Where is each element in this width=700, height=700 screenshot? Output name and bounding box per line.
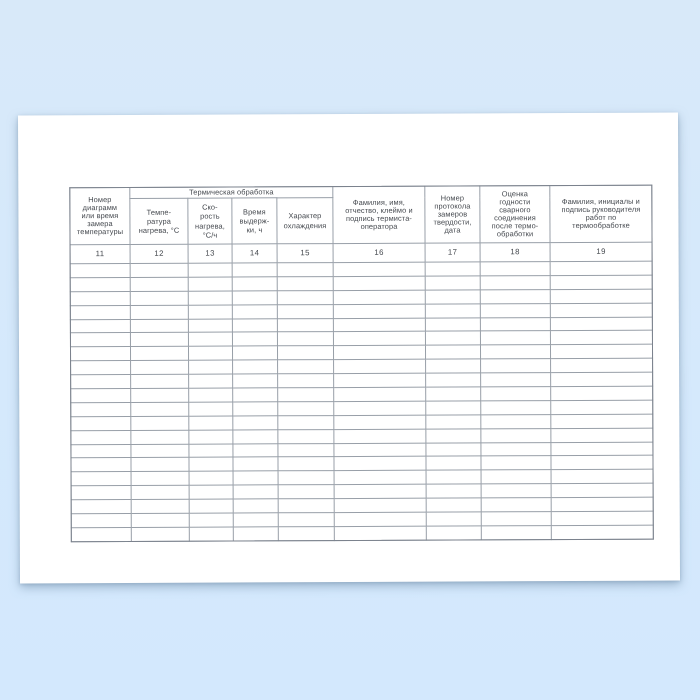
- empty-cell: [130, 319, 188, 333]
- empty-cell: [131, 527, 189, 541]
- empty-cell: [233, 374, 278, 388]
- empty-cell: [71, 513, 131, 527]
- column-number-14: 14: [232, 244, 277, 263]
- column-number-12: 12: [130, 244, 188, 263]
- empty-cell: [71, 430, 131, 444]
- empty-cell: [426, 443, 481, 457]
- empty-cell: [551, 386, 653, 400]
- empty-cell: [131, 402, 189, 416]
- empty-cell: [232, 277, 277, 291]
- empty-cell: [334, 443, 426, 457]
- empty-cell: [188, 277, 232, 291]
- empty-cell: [130, 333, 188, 347]
- empty-cell: [333, 290, 425, 304]
- empty-cell: [70, 319, 130, 333]
- empty-cell: [189, 485, 233, 499]
- empty-cell: [189, 374, 233, 388]
- empty-cell: [232, 291, 277, 305]
- col-header-15: Характер охлаждения: [277, 198, 333, 244]
- empty-cell: [426, 498, 481, 512]
- col-header-16: Фамилия, имя, отчество, клеймо и подпись термиста- оператора: [333, 186, 425, 243]
- empty-cell: [334, 373, 426, 387]
- empty-cell: [71, 500, 131, 514]
- empty-cell: [188, 305, 232, 319]
- empty-cell: [188, 263, 232, 277]
- empty-cell: [233, 416, 278, 430]
- empty-cell: [426, 401, 481, 415]
- empty-cell: [189, 402, 233, 416]
- empty-cell: [233, 457, 278, 471]
- empty-cell: [551, 345, 653, 359]
- empty-cell: [233, 402, 278, 416]
- column-number-15: 15: [277, 244, 333, 263]
- empty-cell: [425, 262, 480, 276]
- empty-cell: [189, 457, 233, 471]
- empty-cell: [70, 277, 130, 291]
- empty-cell: [233, 527, 278, 541]
- empty-cell: [71, 388, 131, 402]
- empty-cell: [425, 276, 480, 290]
- empty-cell: [551, 470, 653, 484]
- column-number-13: 13: [188, 244, 232, 263]
- empty-cell: [481, 428, 551, 442]
- empty-cell: [131, 444, 189, 458]
- empty-cell: [334, 498, 426, 512]
- empty-cell: [334, 387, 426, 401]
- empty-cell: [333, 262, 425, 276]
- empty-cell: [277, 346, 333, 360]
- empty-cell: [334, 471, 426, 485]
- empty-cell: [233, 471, 278, 485]
- empty-cell: [426, 387, 481, 401]
- empty-cell: [426, 415, 481, 429]
- empty-cell: [233, 499, 278, 513]
- empty-cell: [130, 263, 188, 277]
- empty-cell: [278, 388, 334, 402]
- empty-cell: [189, 471, 233, 485]
- column-number-17: 17: [425, 243, 480, 262]
- empty-cell: [233, 513, 278, 527]
- empty-cell: [425, 304, 480, 318]
- empty-cell: [130, 347, 188, 361]
- empty-cell: [278, 457, 334, 471]
- empty-cell: [232, 318, 277, 332]
- empty-cell: [232, 346, 277, 360]
- empty-cell: [551, 442, 653, 456]
- empty-cell: [550, 303, 652, 317]
- empty-cell: [70, 263, 130, 277]
- empty-cell: [277, 263, 333, 277]
- empty-cell: [189, 360, 233, 374]
- empty-row: [71, 525, 653, 541]
- empty-cell: [189, 416, 233, 430]
- empty-cell: [426, 470, 481, 484]
- empty-cell: [334, 359, 426, 373]
- empty-cell: [425, 331, 480, 345]
- empty-cell: [70, 305, 130, 319]
- col-header-19: Фамилия, инициалы и подпись руководителя работ по термообработке: [550, 185, 652, 242]
- empty-cell: [333, 318, 425, 332]
- group-header-thermal: Термическая обработка: [130, 187, 333, 199]
- empty-cell: [481, 526, 551, 540]
- empty-cell: [232, 263, 277, 277]
- empty-cell: [188, 319, 232, 333]
- empty-cell: [233, 388, 278, 402]
- empty-rows: [70, 261, 653, 541]
- empty-cell: [232, 304, 277, 318]
- empty-cell: [131, 360, 189, 374]
- table-header: [70, 185, 652, 264]
- empty-cell: [71, 361, 131, 375]
- empty-cell: [550, 317, 652, 331]
- empty-cell: [426, 484, 481, 498]
- empty-cell: [277, 318, 333, 332]
- empty-cell: [70, 291, 130, 305]
- empty-cell: [426, 512, 481, 526]
- empty-cell: [481, 345, 551, 359]
- empty-cell: [131, 388, 189, 402]
- empty-cell: [551, 400, 653, 414]
- empty-cell: [278, 360, 334, 374]
- empty-cell: [189, 430, 233, 444]
- column-number-16: 16: [333, 243, 425, 262]
- empty-cell: [71, 527, 131, 541]
- empty-cell: [334, 526, 426, 540]
- empty-cell: [278, 374, 334, 388]
- empty-cell: [334, 484, 426, 498]
- empty-cell: [278, 443, 334, 457]
- empty-cell: [71, 444, 131, 458]
- column-number-row: [70, 242, 652, 264]
- empty-cell: [480, 289, 550, 303]
- empty-cell: [278, 513, 334, 527]
- empty-cell: [131, 374, 189, 388]
- column-number-19: 19: [550, 242, 652, 261]
- col-header-14: Время выдерж- ки, ч: [232, 198, 277, 244]
- empty-cell: [481, 470, 551, 484]
- empty-cell: [481, 387, 551, 401]
- empty-cell: [425, 317, 480, 331]
- col-header-13: Ско- рость нагрева, °С/ч: [188, 198, 232, 244]
- empty-cell: [277, 276, 333, 290]
- empty-cell: [233, 485, 278, 499]
- column-number-18: 18: [480, 243, 550, 262]
- empty-cell: [70, 347, 130, 361]
- empty-cell: [278, 471, 334, 485]
- col-header-17: Номер протокола замеров твердости, дата: [425, 186, 480, 243]
- empty-cell: [481, 442, 551, 456]
- empty-cell: [278, 485, 334, 499]
- empty-cell: [551, 525, 653, 539]
- empty-cell: [71, 375, 131, 389]
- empty-cell: [481, 414, 551, 428]
- empty-cell: [481, 456, 551, 470]
- empty-cell: [334, 346, 426, 360]
- empty-cell: [551, 511, 653, 525]
- empty-cell: [188, 291, 232, 305]
- empty-cell: [425, 290, 480, 304]
- empty-cell: [550, 289, 652, 303]
- empty-cell: [71, 472, 131, 486]
- empty-cell: [71, 402, 131, 416]
- col-header-12: Темпе- ратура нагрева, °С: [130, 198, 188, 244]
- group-header-row: [70, 185, 652, 199]
- empty-cell: [426, 345, 481, 359]
- empty-cell: [551, 428, 653, 442]
- empty-cell: [334, 457, 426, 471]
- empty-cell: [130, 291, 188, 305]
- empty-cell: [480, 331, 550, 345]
- empty-cell: [480, 262, 550, 276]
- empty-cell: [426, 359, 481, 373]
- empty-cell: [481, 498, 551, 512]
- empty-cell: [551, 414, 653, 428]
- empty-cell: [189, 444, 233, 458]
- empty-cell: [71, 486, 131, 500]
- empty-cell: [551, 497, 653, 511]
- empty-cell: [550, 275, 652, 289]
- empty-cell: [233, 429, 278, 443]
- paper-sheet: [18, 113, 680, 584]
- empty-cell: [426, 526, 481, 540]
- empty-cell: [189, 513, 233, 527]
- empty-cell: [189, 527, 233, 541]
- empty-cell: [480, 303, 550, 317]
- empty-cell: [233, 360, 278, 374]
- empty-cell: [426, 373, 481, 387]
- empty-cell: [131, 430, 189, 444]
- empty-cell: [551, 358, 653, 372]
- empty-cell: [277, 290, 333, 304]
- empty-cell: [71, 458, 131, 472]
- empty-cell: [551, 483, 653, 497]
- empty-cell: [333, 276, 425, 290]
- empty-cell: [278, 415, 334, 429]
- empty-cell: [232, 332, 277, 346]
- empty-cell: [233, 443, 278, 457]
- empty-cell: [188, 346, 232, 360]
- empty-cell: [278, 499, 334, 513]
- empty-cell: [130, 277, 188, 291]
- empty-cell: [334, 401, 426, 415]
- empty-cell: [480, 276, 550, 290]
- empty-cell: [550, 331, 652, 345]
- empty-cell: [333, 332, 425, 346]
- empty-cell: [130, 305, 188, 319]
- empty-cell: [70, 333, 130, 347]
- empty-cell: [334, 429, 426, 443]
- empty-cell: [481, 373, 551, 387]
- empty-cell: [334, 512, 426, 526]
- empty-cell: [278, 526, 334, 540]
- empty-cell: [481, 484, 551, 498]
- empty-cell: [131, 485, 189, 499]
- empty-cell: [333, 304, 425, 318]
- empty-cell: [334, 415, 426, 429]
- empty-cell: [189, 388, 233, 402]
- empty-cell: [481, 401, 551, 415]
- empty-cell: [426, 429, 481, 443]
- empty-cell: [551, 456, 653, 470]
- empty-cell: [277, 304, 333, 318]
- empty-cell: [189, 499, 233, 513]
- col-header-11: Номер диаграмм или время замера температуры: [70, 187, 130, 244]
- empty-cell: [131, 472, 189, 486]
- empty-cell: [277, 332, 333, 346]
- journal-table: [69, 185, 654, 542]
- empty-cell: [481, 359, 551, 373]
- empty-cell: [131, 458, 189, 472]
- empty-cell: [131, 513, 189, 527]
- col-header-18: Оценка годности сварного соединения после термо- обработки: [480, 186, 550, 243]
- empty-cell: [481, 512, 551, 526]
- empty-cell: [131, 499, 189, 513]
- empty-cell: [278, 401, 334, 415]
- empty-cell: [550, 261, 652, 275]
- empty-cell: [551, 372, 653, 386]
- empty-cell: [426, 456, 481, 470]
- empty-cell: [278, 429, 334, 443]
- empty-cell: [71, 416, 131, 430]
- column-number-11: 11: [70, 244, 130, 263]
- empty-cell: [131, 416, 189, 430]
- empty-cell: [188, 332, 232, 346]
- empty-cell: [480, 317, 550, 331]
